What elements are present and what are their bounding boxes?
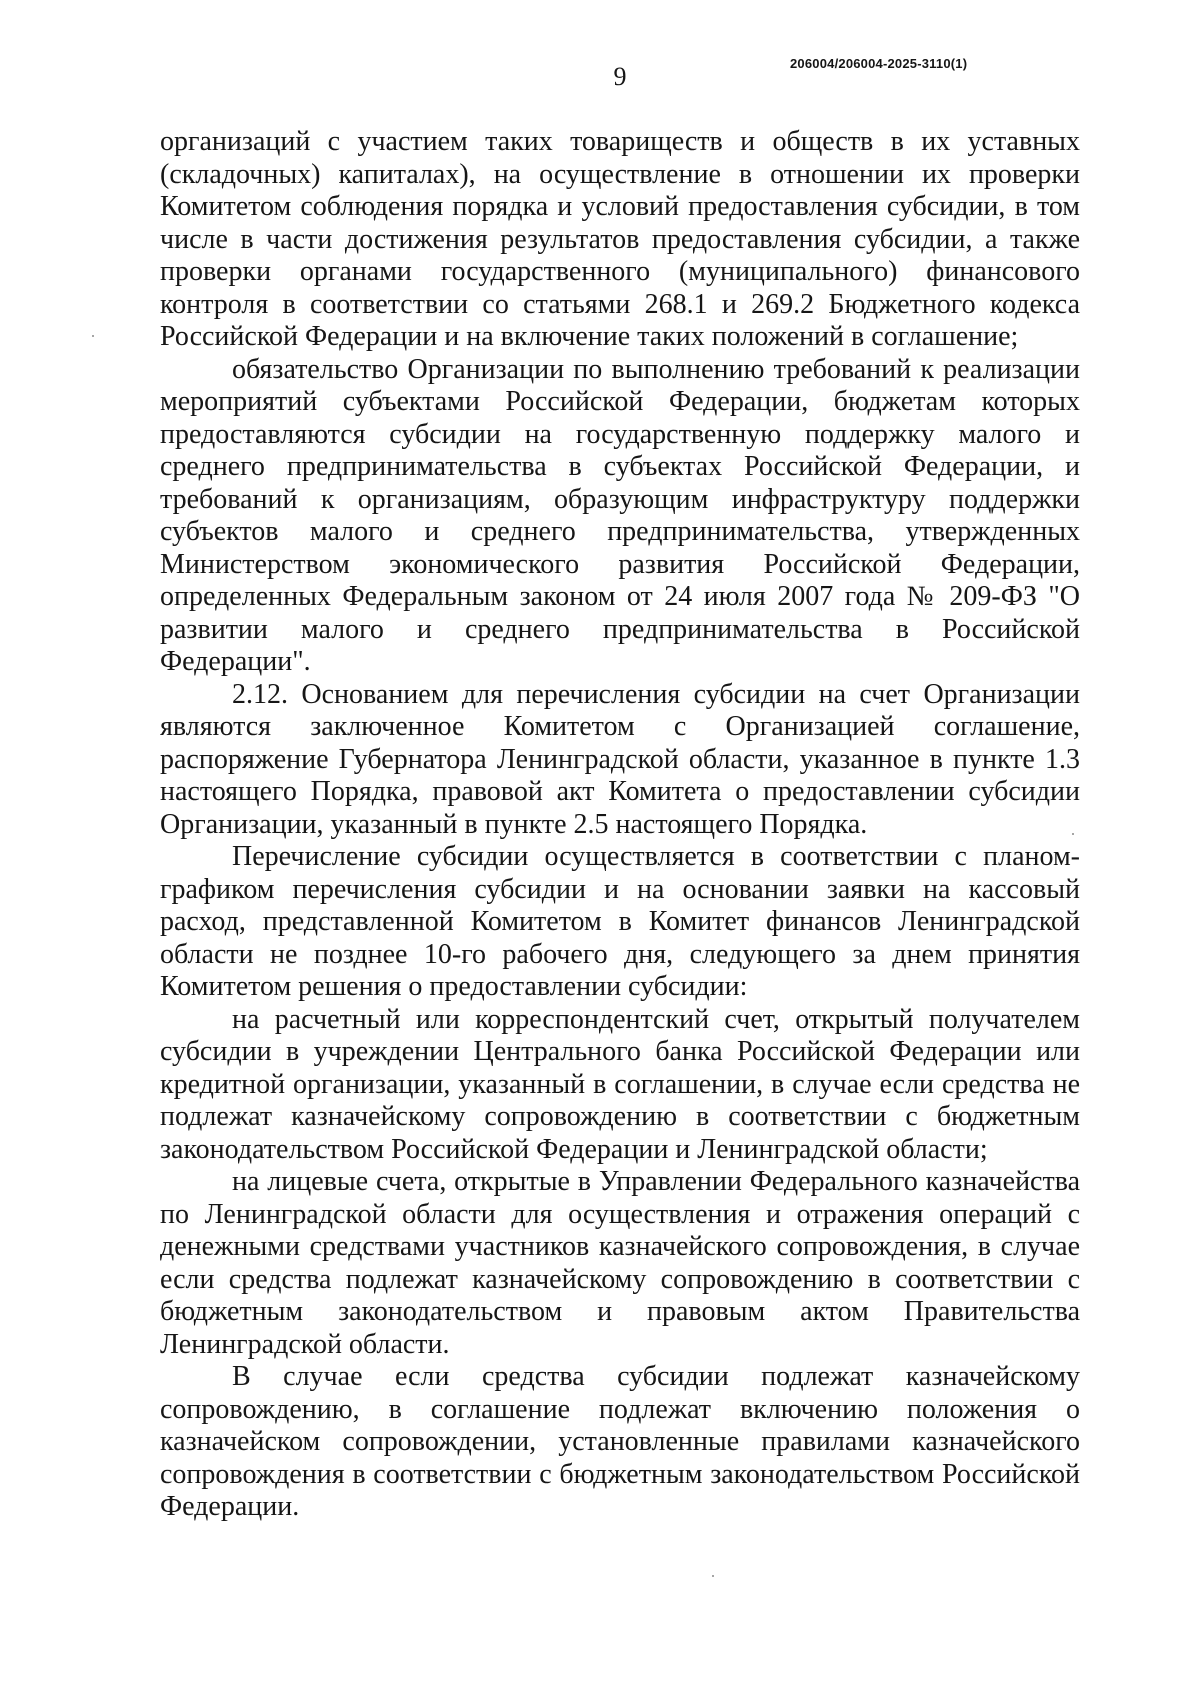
scan-artifact [92, 335, 94, 337]
scan-artifact [712, 1575, 714, 1577]
text-line: обязательство Организации по выполнению требований [232, 353, 912, 385]
text-line: поддержки субъектов малого и среднего предпринимательства, [160, 483, 1080, 547]
document-body [160, 126, 1080, 1524]
text-line: Организации, указанный в пункте 2.5 настоящего Порядка. [160, 808, 868, 840]
text-line: 2007 года № 209-ФЗ "О развитии малого и среднего предпринимательства [160, 581, 1081, 645]
text-line: в том числе в части достижения результатов предоставления субсидии, [160, 191, 1081, 255]
paragraph-settlement-account [160, 1004, 1080, 1167]
document-id: 206004/206004-2025-3110(1) [790, 56, 968, 71]
text-line: (складочных) капиталах), на осуществление в отношении их проверки [160, 158, 1080, 190]
text-line: в Российской Федерации". [160, 613, 1080, 677]
text-line: сопровождения, в случае если средства подлежат казначейскому [160, 1231, 1080, 1295]
text-line: положений в соглашение; [711, 321, 1019, 352]
text-line: Комитетом соблюдения порядка и условий предоставления субсидии, [160, 191, 1006, 222]
text-line: и правовым актом Правительства Ленинградской области. [160, 1296, 1080, 1360]
text-line: казначейства по Ленинградской области для осуществления и отражения [160, 1166, 1080, 1230]
paragraph-2-12-transfer-basis [160, 679, 1080, 842]
text-line: если средства не подлежат казначейскому сопровождению в соответствии [160, 1068, 1080, 1132]
text-line: являются заключенное Комитетом с Организацией соглашение, [160, 711, 1080, 742]
text-line: с бюджетным законодательством Российской Федерации и Ленинградской [160, 1101, 1080, 1165]
text-line: Перечисление субсидии осуществляется в соответствии с планом- [232, 841, 1080, 872]
text-line: о казначейском сопровождении, установленные правилами казначейского [160, 1393, 1081, 1457]
paragraph-organization-obligation [160, 354, 1080, 679]
paragraph-treasury-accounts [160, 1166, 1080, 1361]
text-line: Федерации, определенных Федеральным законом от 24 июля [160, 548, 1081, 612]
text-line: области; [886, 1133, 988, 1165]
text-line: малого и среднего предпринимательства в субъектах Российской [160, 418, 1081, 482]
text-line: 2.12. Основанием для перечисления субсидии на счет Организации [232, 678, 1080, 710]
text-line: на лицевые счета, открытые в Управлении Федерального [232, 1166, 918, 1197]
text-line: Российской Федерации. [160, 1458, 1080, 1522]
text-line: распоряжение Губернатора Ленинградской области, указанное в пункте 1.3 [160, 743, 1080, 775]
text-line: на расчетный или корреспондентский счет, открытый получателем [232, 1003, 1080, 1035]
text-line: субсидии в учреждении Центрального банка Российской Федерации [160, 1036, 1022, 1067]
text-line: к реализации мероприятий субъектами Российской Федерации, бюджетам [160, 353, 1080, 417]
paragraph-treasury-support [160, 1361, 1080, 1524]
text-line: Федерации, и требований к организациям, образующим инфраструктуру [160, 451, 1080, 515]
paragraph-transfer-schedule [160, 841, 1080, 1004]
text-line: или кредитной организации, указанный в соглашении, в случае [160, 1036, 1081, 1100]
page-number: 9 [613, 62, 627, 91]
text-line: операций с денежными средствами участников казначейского [160, 1198, 1080, 1262]
text-line: сопровождению, в соглашение подлежат включению положения [160, 1393, 1038, 1425]
text-line: утвержденных Министерством экономического развития Российской [160, 516, 1081, 580]
text-line: организаций с участием таких товариществ и обществ в их уставных [160, 126, 1080, 157]
text-line: В случае если средства субсидии подлежат казначейскому [232, 1361, 1080, 1392]
text-line: а также проверки органами государственного (муниципального) [160, 223, 1080, 287]
text-line: Комитетом решения о предоставлении субсидии: [160, 971, 748, 1002]
text-line: финансового контроля в соответствии со статьями 268.1 и 269.2 [160, 256, 1080, 320]
text-line: области не позднее 10-го рабочего дня, следующего за днем принятия [160, 938, 1080, 970]
text-line: которых предоставляются субсидии на государственную поддержку [160, 386, 1080, 450]
text-line: сопровождению в соответствии с бюджетным законодательством [160, 1263, 1080, 1327]
text-line: Бюджетного кодекса Российской Федерации и на включение таких [160, 288, 1080, 352]
scan-artifact [1072, 833, 1074, 835]
text-line: сопровождения в соответствии с бюджетным законодательством [160, 1458, 935, 1490]
text-line: графиком перечисления субсидии и на основании заявки на кассовый [160, 873, 1080, 905]
text-line: настоящего Порядка, правовой акт Комитета о предоставлении субсидии [160, 776, 1080, 807]
paragraph-inspection-consent [160, 126, 1080, 354]
text-line: расход, представленной Комитетом в Комитет финансов Ленинградской [160, 906, 1080, 937]
